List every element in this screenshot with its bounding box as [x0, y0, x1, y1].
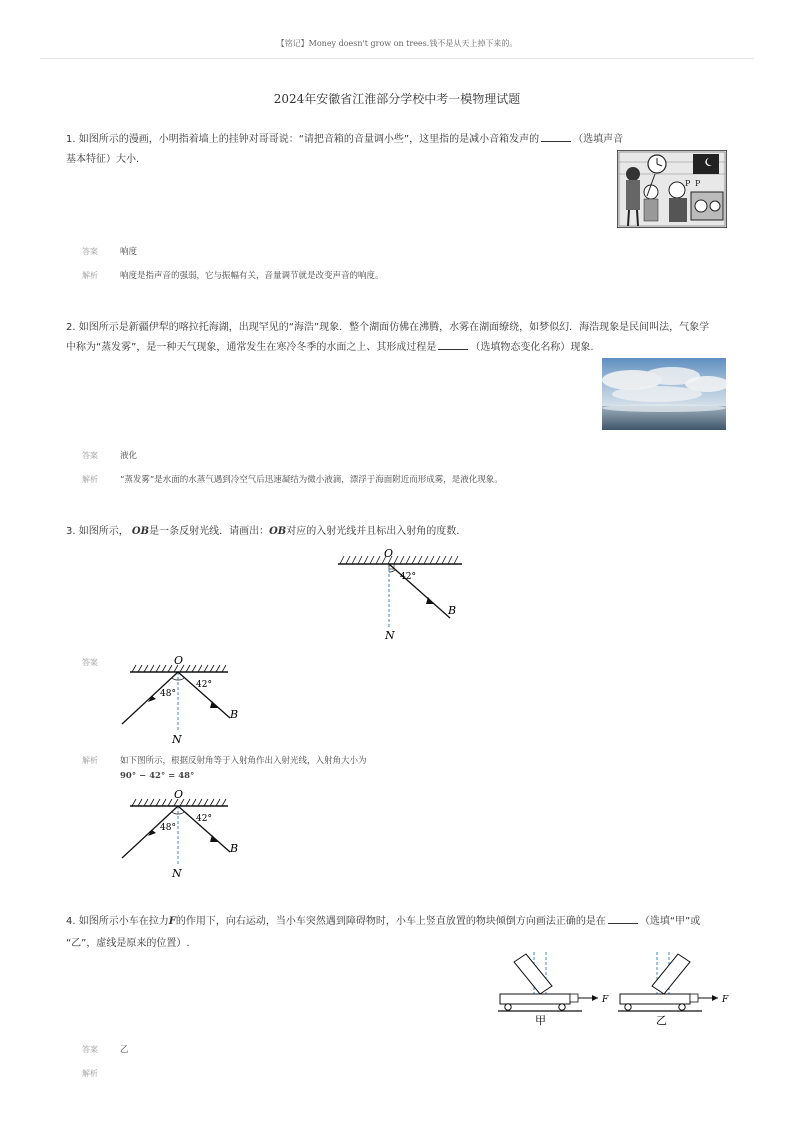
answer-blank[interactable] — [608, 914, 638, 924]
incident-angle-label: 48° — [160, 823, 176, 833]
point-o-label: O — [174, 654, 184, 667]
point-b-label: B — [230, 842, 239, 855]
question-number: 4. — [66, 916, 76, 927]
analysis-text: 如下图所示，根据反射角等于入射角作出入射光线，入射角大小为 — [120, 756, 367, 766]
question-2 — [66, 318, 736, 338]
analysis-label: 解析 — [82, 1069, 98, 1078]
figure-label-yi: 乙 — [656, 1014, 667, 1027]
question-text: （选填“甲”或 — [639, 916, 701, 927]
question-number: 1. — [66, 134, 76, 145]
answer-label: 答案 — [82, 1045, 98, 1054]
analysis-label: 解析 — [82, 271, 98, 280]
point-b-label: B — [230, 708, 239, 721]
mirror-figure — [330, 542, 470, 642]
answer-value: 液化 — [120, 451, 138, 461]
question-4 — [66, 912, 746, 932]
analysis-label: 解析 — [82, 756, 98, 765]
question-text: 的作用下，向右运动，当小车突然遇到障碍物时，小车上竖直放置的物块倾倒方向画法正确的是在 — [175, 916, 606, 927]
answer-label: 答案 — [82, 451, 98, 460]
answer-label: 答案 — [82, 247, 98, 256]
force-label: F — [722, 995, 729, 1005]
reflection-angle-label: 42° — [400, 572, 416, 582]
question-text: 如图所示， — [78, 526, 129, 537]
analysis-text: 响度是指声音的强弱，它与振幅有关，音量调节就是改变声音的响度。 — [120, 271, 384, 281]
svg-text:P: P — [695, 179, 701, 188]
answer-value: 乙 — [120, 1045, 129, 1055]
cartoon-image — [617, 150, 727, 228]
reflection-angle-label: 42° — [196, 814, 212, 824]
question-text: 如图所示是新疆伊犁的喀拉托海湖，出现罕见的“海浩”现象．整个湖面仿佛在沸腾，水雾在湖面缭绕，如梦似幻．海浩现象是民间叫法，气象学 — [78, 322, 710, 333]
answer-blank[interactable] — [541, 132, 571, 142]
question-2-line2 — [66, 338, 736, 358]
question-number: 2. — [66, 322, 76, 333]
question-text: 如图所示的漫画，小明指着墙上的挂钟对哥哥说：“请把音箱的音量调小些”，这里指的是减小音箱发声的 — [78, 134, 540, 145]
analysis-figure — [116, 786, 246, 880]
answer-label: 答案 — [82, 658, 98, 667]
question-text: “乙”，虚线是原来的位置）. — [66, 938, 190, 949]
incident-angle-label: 48° — [160, 689, 176, 699]
question-1 — [66, 130, 626, 170]
ray-label: OB — [269, 526, 287, 537]
cart-jia — [498, 952, 609, 1027]
cart-yi — [618, 952, 729, 1027]
question-text: 如图所示小车在拉力 — [78, 916, 169, 927]
cart-figure — [498, 950, 730, 1028]
header-note: 【铭记】Money doesn't grow on trees.钱不是从天上掉下来的。 — [276, 39, 518, 48]
point-n-label: N — [172, 867, 182, 880]
lake-photo — [602, 358, 726, 430]
question-number: 3. — [66, 526, 76, 537]
question-text: 对应的入射光线并且标出入射角的度数. — [286, 526, 460, 537]
answer-value: 响度 — [120, 247, 138, 257]
question-3 — [66, 522, 736, 542]
answer-figure — [116, 652, 246, 746]
analysis-label: 解析 — [82, 475, 98, 484]
svg-text:P: P — [685, 179, 691, 188]
force-label: F — [602, 995, 609, 1005]
header-divider — [40, 58, 754, 59]
answer-blank[interactable] — [438, 340, 468, 350]
ray-label: OB — [131, 526, 150, 537]
point-n-label: N — [172, 733, 182, 746]
figure-label-jia: 甲 — [535, 1014, 546, 1027]
question-text: （选填物态变化名称）现象. — [470, 342, 594, 353]
point-n-label: N — [385, 629, 395, 642]
force-label: F — [168, 916, 176, 927]
question-text: 是一条反射光线．请画出： — [149, 526, 270, 537]
page-title: 2024年安徽省江淮部分学校中考一模物理试题 — [273, 92, 521, 106]
point-o-label: O — [384, 547, 394, 560]
reflection-angle-label: 42° — [196, 680, 212, 690]
point-o-label: O — [174, 788, 184, 801]
analysis-text: “蒸发雾”是水面的水蒸气遇到冷空气后迅速凝结为微小液滴，漂浮于海面附近而形成雾，是液化现象。 — [120, 475, 503, 485]
point-b-label: B — [448, 604, 457, 617]
analysis-formula: 90° − 42° = 48° — [120, 771, 195, 781]
question-text: （选填声音基本特征）大小. — [66, 134, 624, 165]
question-text: 中称为“蒸发雾”，是一种天气现象，通常发生在寒冷冬季的水面之上、其形成过程是 — [66, 342, 437, 353]
